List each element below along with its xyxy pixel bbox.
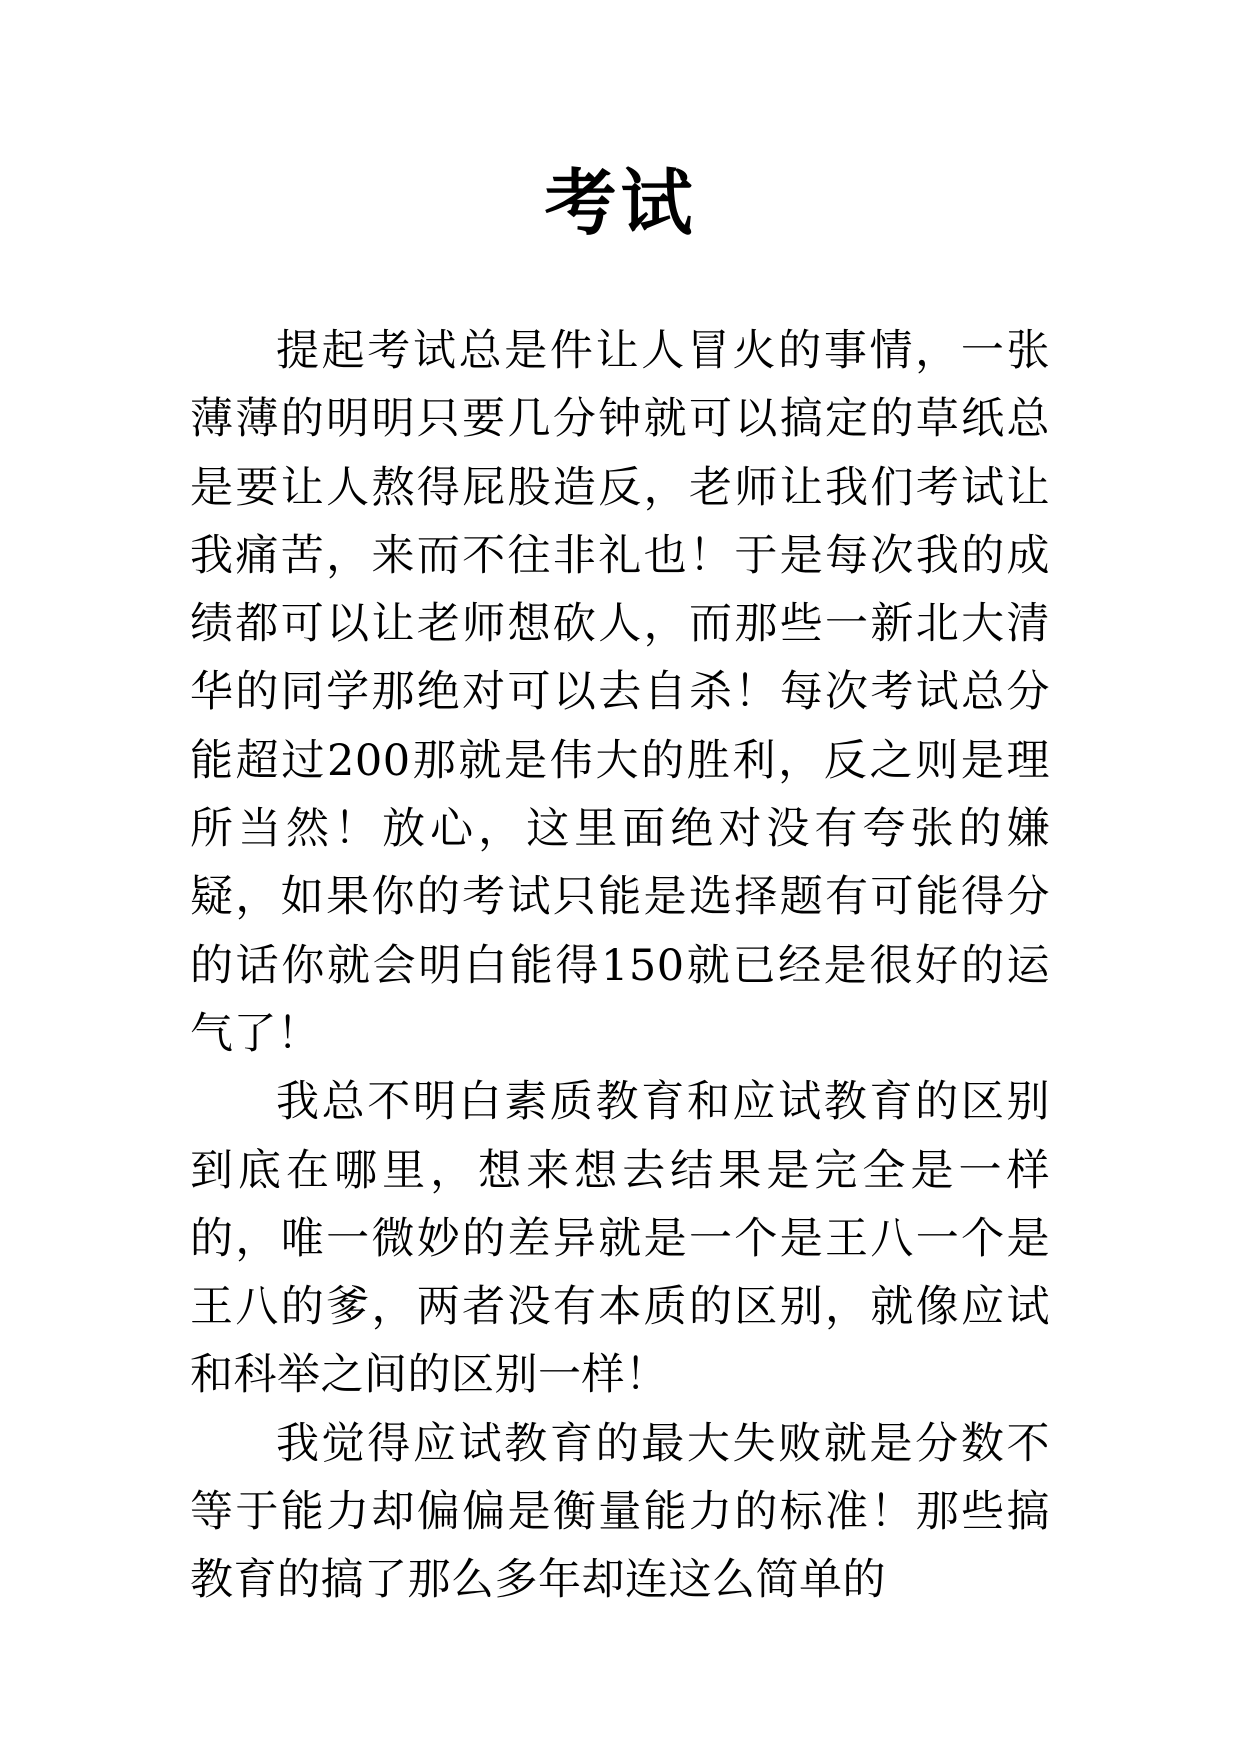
paragraph-1: 提起考试总是件让人冒火的事情，一张薄薄的明明只要几分钟就可以搞定的草纸总是要让人熬得屁股造反，老师让我们考试让我痛苦，来而不往非礼也！于是每次我的成绩都可以让老师想砍人，而那些一新北大清华的同学那绝对可以去自杀！每次考试总分能超过200那就是伟大的胜利，反之则是理所当然！放心，这里面绝对没有夸张的嫌疑，如果你的考试只能是选择题有可能得分的话你就会明白能得150就已经是很好的运气了！ (190, 326, 1050, 1059)
document-body (190, 317, 1050, 1615)
paragraph-2: 我总不明白素质教育和应试教育的区别到底在哪里，想来想去结果是完全是一样的，唯一微妙的差异就是一个是王八一个是王八的爹，两者没有本质的区别，就像应试和科举之间的区别一样！ (190, 1077, 1050, 1401)
document-title: 考试 (544, 160, 697, 245)
paragraph-3: 我觉得应试教育的最大失败就是分数不等于能力却偏偏是衡量能力的标准！那些搞教育的搞了那么多年却连这么简单的 (190, 1418, 1050, 1606)
